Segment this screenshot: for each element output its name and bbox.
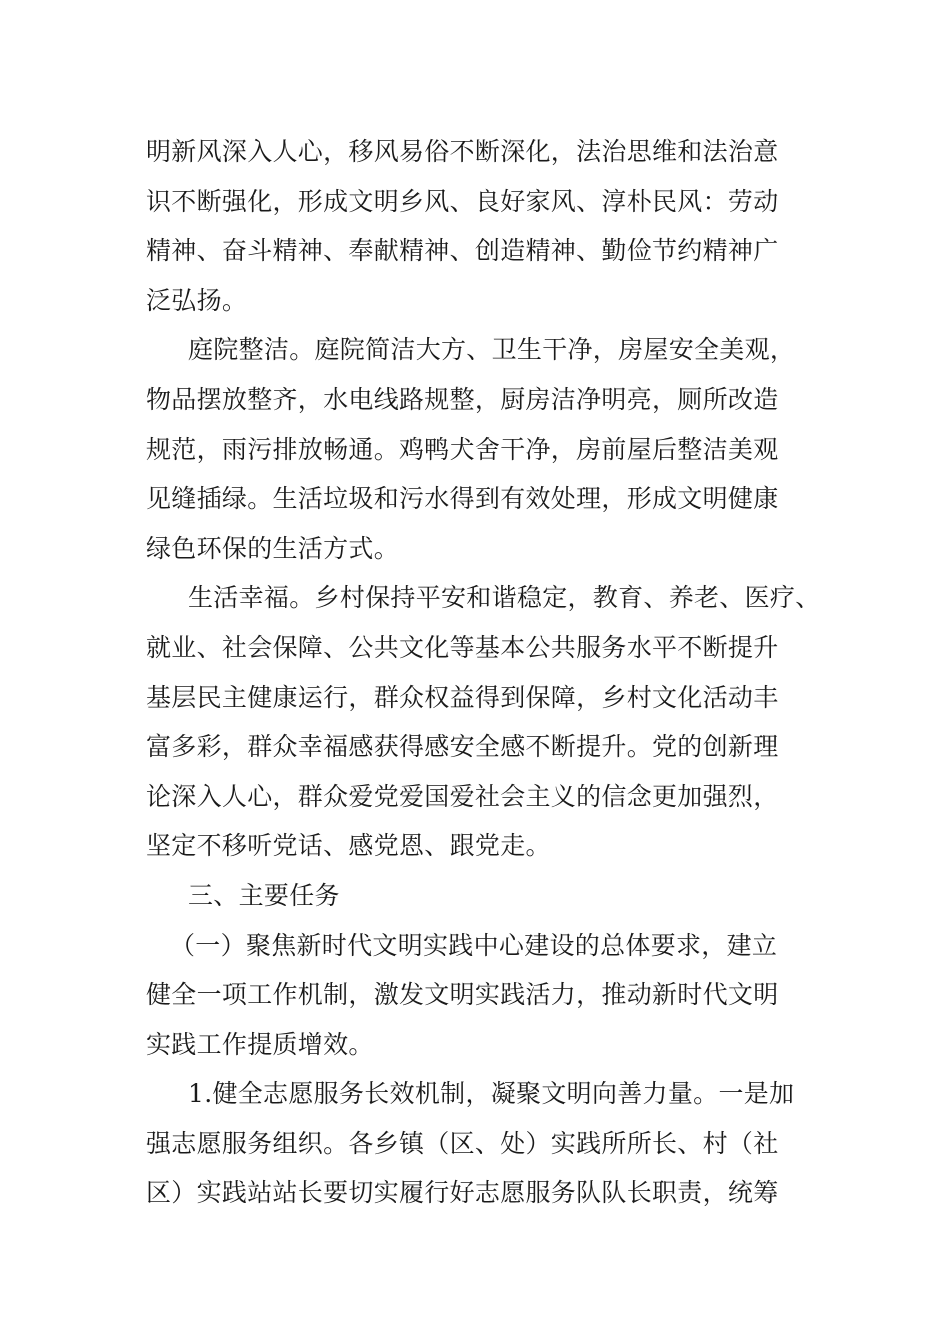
numbered-item-line: 1.健全志愿服务长效机制，凝聚文明向善力量。一是加 bbox=[188, 1079, 795, 1109]
text-line: 强志愿服务组织。各乡镇（区、处）实践所所长、村（社 bbox=[146, 1128, 779, 1158]
text-line: 泛弘扬。 bbox=[146, 285, 248, 315]
text-line: 就业、社会保障、公共文化等基本公共服务水平不断提升 bbox=[146, 632, 779, 662]
text-line: 绿色环保的生活方式。 bbox=[146, 533, 400, 563]
text-line: 基层民主健康运行，群众权益得到保障，乡村文化活动丰 bbox=[146, 682, 779, 712]
text-line: 明新风深入人心，移风易俗不断深化，法治思维和法治意 bbox=[146, 137, 779, 166]
document-body bbox=[146, 127, 821, 1218]
paragraph-start-line: 生活幸福。乡村保持平安和谐稳定，教育、养老、医疗、 bbox=[188, 583, 821, 613]
text-line: 识不断强化，形成文明乡风、良好家风、淳朴民风：劳动 bbox=[146, 186, 779, 216]
text-line: 实践工作提质增效。 bbox=[146, 1029, 374, 1059]
text-line: 见缝插绿。生活垃圾和污水得到有效处理，形成文明健康 bbox=[146, 484, 779, 514]
paragraph-start-line: 庭院整洁。庭院简洁大方、卫生干净，房屋安全美观， bbox=[188, 335, 796, 365]
text-line: 健全一项工作机制，激发文明实践活力，推动新时代文明 bbox=[146, 980, 779, 1010]
text-line: 论深入人心，群众爱党爱国爱社会主义的信念更加强烈， bbox=[146, 781, 779, 811]
text-line: 物品摆放整齐，水电线路规整，厨房洁净明亮，厕所改造 bbox=[146, 384, 779, 414]
text-line: 坚定不移听党话、感党恩、跟党走。 bbox=[146, 831, 551, 861]
text-line: 区）实践站站长要切实履行好志愿服务队队长职责，统筹 bbox=[146, 1178, 779, 1208]
text-line: 精神、奋斗精神、奉献精神、创造精神、勤俭节约精神广 bbox=[146, 236, 779, 266]
text-line: 规范，雨污排放畅通。鸡鸭犬舍干净，房前屋后整洁美观 bbox=[146, 434, 779, 464]
text-line: 富多彩，群众幸福感获得感安全感不断提升。党的创新理 bbox=[146, 732, 779, 762]
section-heading: 三、主要任务 bbox=[188, 880, 340, 910]
subsection-heading: （一）聚焦新时代文明实践中心建设的总体要求，建立 bbox=[170, 930, 778, 960]
